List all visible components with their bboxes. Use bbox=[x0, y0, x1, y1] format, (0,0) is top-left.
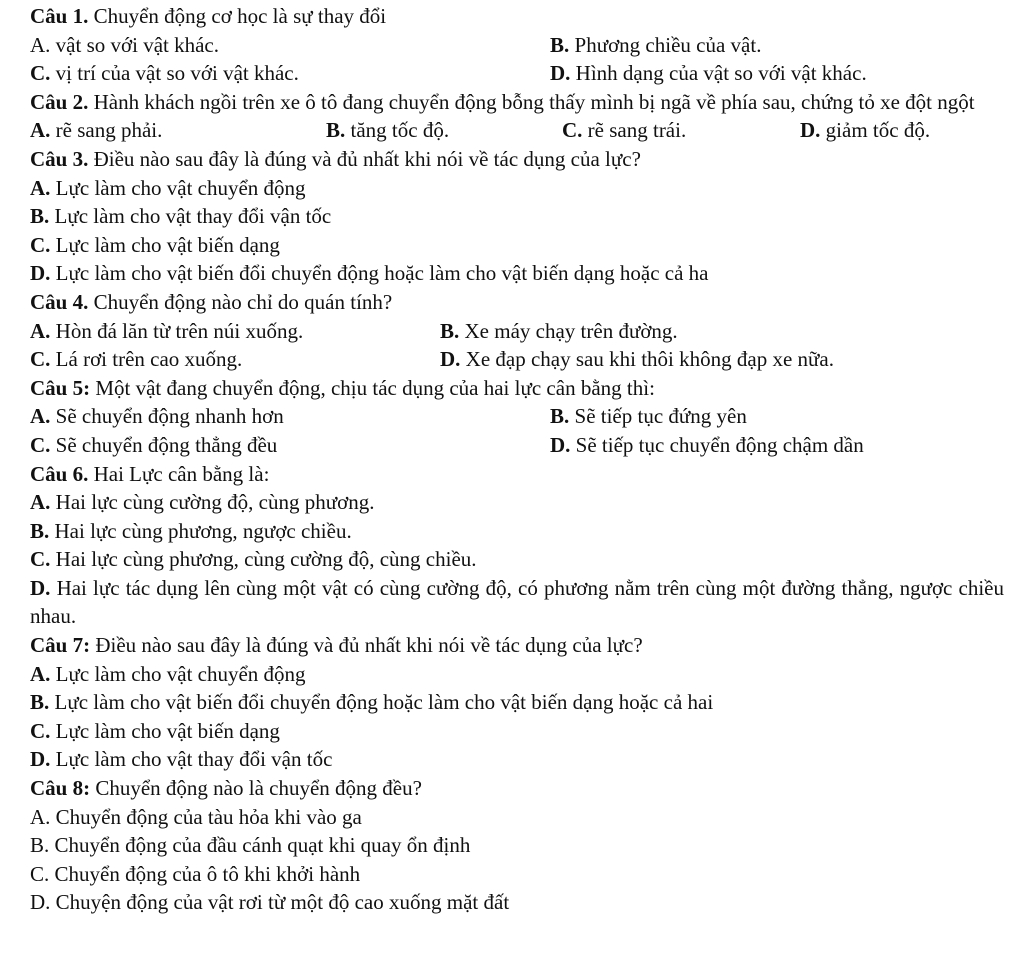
option-label: C. bbox=[30, 718, 51, 743]
option-d bbox=[30, 745, 1004, 774]
question-text: Điều nào sau đây là đúng và đủ nhất khi nói về tác dụng của lực? bbox=[93, 146, 641, 171]
question-label: Câu 2. bbox=[30, 89, 89, 114]
option-c bbox=[30, 860, 1004, 889]
option-label: A. bbox=[30, 318, 51, 343]
option-d bbox=[30, 259, 1004, 288]
option-a bbox=[30, 660, 1004, 689]
option-a bbox=[30, 174, 1004, 203]
option-text: Xe đạp chạy sau khi thôi không đạp xe nữa. bbox=[465, 347, 834, 372]
option-label: D. bbox=[30, 890, 51, 915]
question-label: Câu 6. bbox=[30, 461, 89, 486]
question-3 bbox=[30, 145, 1004, 174]
option-text: Sẽ chuyển động nhanh hơn bbox=[55, 404, 284, 429]
option-label: D. bbox=[30, 261, 51, 286]
question-text: Một vật đang chuyển động, chịu tác dụng của hai lực cân bằng thì: bbox=[95, 375, 655, 400]
option-text: Sẽ tiếp tục đứng yên bbox=[574, 404, 747, 429]
question-1 bbox=[30, 2, 1004, 31]
option-label: D. bbox=[440, 347, 461, 372]
option-c bbox=[562, 116, 686, 145]
option-d bbox=[550, 431, 864, 460]
option-label: B. bbox=[326, 118, 346, 143]
option-label: D. bbox=[800, 118, 821, 143]
option-label: B. bbox=[30, 690, 50, 715]
option-label: B. bbox=[30, 518, 50, 543]
option-c bbox=[30, 59, 299, 88]
option-text: Lực làm cho vật biến dạng bbox=[55, 232, 280, 257]
option-label: B. bbox=[30, 204, 50, 229]
question-text: Hai Lực cân bằng là: bbox=[93, 461, 270, 486]
option-b bbox=[30, 517, 1004, 546]
option-d bbox=[30, 888, 1004, 917]
option-text: rẽ sang trái. bbox=[587, 118, 687, 143]
option-label: D. bbox=[550, 432, 571, 457]
option-label: C. bbox=[562, 118, 583, 143]
question-8 bbox=[30, 774, 1004, 803]
option-b bbox=[440, 317, 678, 346]
question-label: Câu 1. bbox=[30, 4, 89, 28]
question-text: Chuyển động nào là chuyển động đều? bbox=[95, 776, 422, 801]
option-a bbox=[30, 488, 1004, 517]
option-b bbox=[326, 116, 449, 145]
option-text: Lực làm cho vật biến đổi chuyển động hoặc làm cho vật biến dạng hoặc cả ha bbox=[55, 261, 709, 286]
option-label: B. bbox=[440, 318, 460, 343]
option-text: Lực làm cho vật chuyển động bbox=[55, 661, 306, 686]
option-label: A. bbox=[30, 175, 51, 200]
option-a bbox=[30, 803, 1004, 832]
question-7 bbox=[30, 631, 1004, 660]
question-2 bbox=[30, 88, 1004, 117]
option-c bbox=[30, 231, 1004, 260]
options-row bbox=[30, 59, 1004, 88]
options-row bbox=[30, 116, 1004, 145]
option-text: Hai lực cùng phương, cùng cường độ, cùng chiều. bbox=[55, 547, 477, 572]
options-row bbox=[30, 317, 1004, 346]
option-b bbox=[550, 31, 761, 60]
question-text: Chuyển động cơ học là sự thay đổi bbox=[93, 4, 387, 28]
option-label: A. bbox=[30, 118, 51, 143]
option-c bbox=[30, 717, 1004, 746]
question-text: Chuyển động nào chỉ do quán tính? bbox=[93, 289, 393, 314]
question-6 bbox=[30, 460, 1004, 489]
question-label: Câu 5: bbox=[30, 375, 91, 400]
option-label: C. bbox=[30, 547, 51, 572]
option-d bbox=[550, 59, 867, 88]
option-text: Chuyển động của tàu hỏa khi vào ga bbox=[55, 804, 362, 829]
option-text: Hai lực cùng cường độ, cùng phương. bbox=[55, 490, 375, 515]
option-label: A. bbox=[30, 804, 51, 829]
question-label: Câu 3. bbox=[30, 146, 89, 171]
option-label: B. bbox=[550, 32, 570, 57]
option-label: C. bbox=[30, 861, 50, 886]
option-text: Lực làm cho vật thay đổi vận tốc bbox=[55, 747, 333, 772]
option-label: C. bbox=[30, 232, 51, 257]
option-b bbox=[550, 402, 747, 431]
option-text: Chuyển động của ô tô khi khởi hành bbox=[54, 861, 361, 886]
option-label: B. bbox=[30, 833, 50, 858]
options-row bbox=[30, 402, 1004, 431]
option-a bbox=[30, 31, 219, 60]
question-text: Điều nào sau đây là đúng và đủ nhất khi nói về tác dụng của lực? bbox=[95, 633, 643, 658]
option-a bbox=[30, 317, 303, 346]
option-text: rẽ sang phải. bbox=[55, 118, 163, 143]
question-label: Câu 7: bbox=[30, 633, 91, 658]
option-text: vị trí của vật so với vật khác. bbox=[55, 61, 299, 86]
option-b bbox=[30, 688, 1004, 717]
option-b bbox=[30, 202, 1004, 231]
options-row bbox=[30, 31, 1004, 60]
question-text: Hành khách ngồi trên xe ô tô đang chuyển động bỗng thấy mình bị ngã về phía sau, chứng tỏ xe đột ngột bbox=[93, 89, 975, 114]
question-label: Câu 4. bbox=[30, 289, 89, 314]
option-text: Chuyện động của vật rơi từ một độ cao xuống mặt đất bbox=[55, 890, 510, 915]
option-d bbox=[800, 116, 930, 145]
option-text: Hai lực cùng phương, ngược chiều. bbox=[54, 518, 352, 543]
option-text: Lực làm cho vật thay đổi vận tốc bbox=[54, 204, 332, 229]
option-label: D. bbox=[550, 61, 571, 86]
option-a bbox=[30, 402, 284, 431]
question-5 bbox=[30, 374, 1004, 403]
option-text: Hai lực tác dụng lên cùng một vật có cùng cường độ, có phương nằm trên cùng một đường thẳng, ngược chiều nhau. bbox=[30, 575, 1004, 629]
option-text: Lá rơi trên cao xuống. bbox=[55, 347, 243, 372]
options-row bbox=[30, 345, 1004, 374]
option-d bbox=[30, 574, 1004, 631]
option-text: Hình dạng của vật so với vật khác. bbox=[575, 61, 867, 86]
option-c bbox=[30, 345, 242, 374]
option-label: C. bbox=[30, 347, 51, 372]
option-text: Sẽ chuyển động thẳng đều bbox=[55, 432, 278, 457]
option-text: giảm tốc độ. bbox=[825, 118, 931, 143]
option-label: C. bbox=[30, 432, 51, 457]
option-b bbox=[30, 831, 1004, 860]
option-text: tăng tốc độ. bbox=[350, 118, 450, 143]
option-label: B. bbox=[550, 404, 570, 429]
option-text: Phương chiều của vật. bbox=[574, 32, 762, 57]
option-label: A. bbox=[30, 490, 51, 515]
option-text: Lực làm cho vật chuyển động bbox=[55, 175, 306, 200]
option-label: A. bbox=[30, 661, 51, 686]
option-text: Sẽ tiếp tục chuyển động chậm dần bbox=[575, 432, 864, 457]
option-label: C. bbox=[30, 61, 51, 86]
option-label: A. bbox=[30, 404, 51, 429]
option-a bbox=[30, 116, 162, 145]
option-text: Hòn đá lăn từ trên núi xuống. bbox=[55, 318, 304, 343]
question-label: Câu 8: bbox=[30, 776, 91, 801]
option-text: Chuyển động của đầu cánh quạt khi quay ổn định bbox=[54, 833, 471, 858]
option-c bbox=[30, 431, 277, 460]
option-text: vật so với vật khác. bbox=[55, 32, 219, 57]
option-label: D. bbox=[30, 747, 51, 772]
option-c bbox=[30, 545, 1004, 574]
option-label: A. bbox=[30, 32, 51, 57]
option-label: D. bbox=[30, 575, 51, 600]
option-text: Lực làm cho vật biến đổi chuyển động hoặc làm cho vật biến dạng hoặc cả hai bbox=[54, 690, 714, 715]
option-text: Xe máy chạy trên đường. bbox=[464, 318, 678, 343]
question-4 bbox=[30, 288, 1004, 317]
option-d bbox=[440, 345, 834, 374]
option-text: Lực làm cho vật biến dạng bbox=[55, 718, 280, 743]
options-row bbox=[30, 431, 1004, 460]
